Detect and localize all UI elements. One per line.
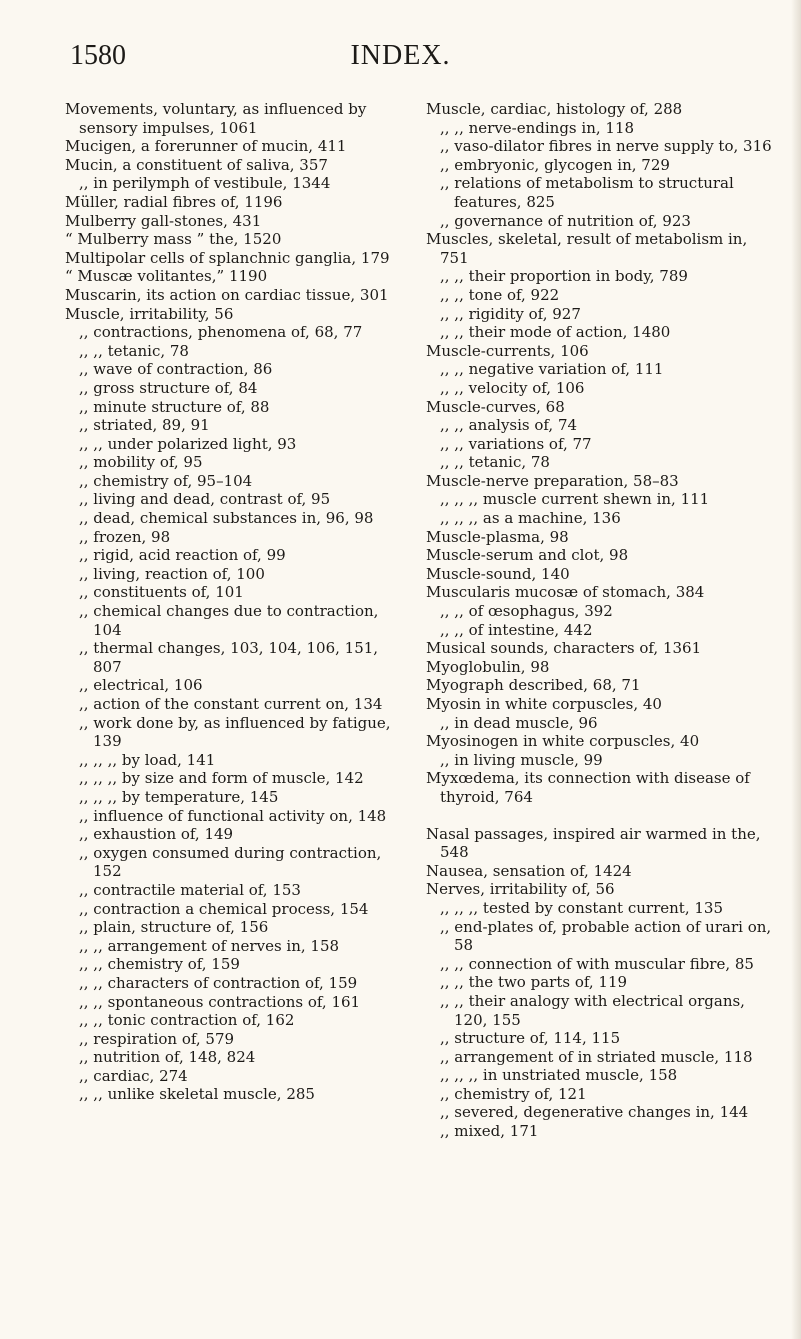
index-entry: ,, respiration of, 579 xyxy=(79,1029,235,1048)
index-entry: ,, ,, chemistry of, 159 xyxy=(79,955,240,974)
index-entry: ,, ,, tonic contraction of, 162 xyxy=(79,1011,295,1030)
index-entry: Musical sounds, characters of, 1361 xyxy=(426,639,702,658)
index-entry: ,, vaso-dilator fibres in nerve supply to, 316 xyxy=(440,137,772,156)
index-entry: ,, ,, spontaneous contractions of, 161 xyxy=(79,992,361,1011)
index-entry: ,, mixed, 171 xyxy=(440,1122,539,1141)
page-number: 1580 xyxy=(70,40,126,71)
index-entry: ,, embryonic, glycogen in, 729 xyxy=(440,155,670,174)
index-entry: ,, oxygen consumed during contraction, 152 xyxy=(79,843,382,881)
index-entry: ,, governance of nutrition of, 923 xyxy=(440,211,691,230)
index-entry: ,, chemistry of, 95–104 xyxy=(79,471,253,490)
index-entry: ,, ,, negative variation of, 111 xyxy=(440,360,664,379)
index-entry: ,, chemical changes due to contraction, 104 xyxy=(79,602,379,639)
index-entry: Myograph described, 68, 71 xyxy=(426,676,641,695)
index-entry: ,, ,, ,, tested by constant current, 135 xyxy=(440,898,723,917)
index-entry: ,, ,, of œsophagus, 392 xyxy=(440,602,613,621)
index-entry: ,, ,, connection of with muscular fibre, 85 xyxy=(440,954,754,973)
index-entry: ,, ,, their proportion in body, 789 xyxy=(440,267,688,286)
index-entry: Muscles, skeletal, result of metabolism in, 751 xyxy=(426,230,748,267)
index-entry: Myosin in white corpuscles, 40 xyxy=(426,695,662,713)
index-entry: ,, thermal changes, 103, 104, 106, 151, 807 xyxy=(79,639,379,676)
index-entry: ,, ,, nerve-endings in, 118 xyxy=(440,118,635,137)
index-entry: ,, in dead muscle, 96 xyxy=(440,713,598,732)
running-head-title: INDEX. xyxy=(350,40,451,71)
index-entry: ,, cardiac, 274 xyxy=(79,1066,188,1085)
index-entry: ,, end-plates of, probable action of urari on, 58 xyxy=(440,917,772,955)
index-entry: ,, ,, rigidity of, 927 xyxy=(440,304,581,323)
index-entry: ,, plain, structure of, 156 xyxy=(79,918,269,937)
index-entry: ,, contraction a chemical process, 154 xyxy=(79,899,369,918)
index-entry: Myosinogen in white corpuscles, 40 xyxy=(426,732,700,751)
index-entry: Mucigen, a forerunner of mucin, 411 xyxy=(65,137,347,156)
index-entry: ,, ,, the two parts of, 119 xyxy=(440,973,628,992)
index-entry: ,, ,, of intestine, 442 xyxy=(440,620,593,639)
index-entry: ,, ,, unlike skeletal muscle, 285 xyxy=(79,1085,315,1104)
index-entry: ,, ,, ,, muscle current shewn in, 111 xyxy=(440,490,710,509)
index-entry: ,, rigid, acid reaction of, 99 xyxy=(79,546,286,565)
index-entry: ,, constituents of, 101 xyxy=(79,583,244,602)
index-entry: Mucin, a constituent of saliva, 357 xyxy=(65,155,328,174)
index-entry: ,, relations of metabolism to structural features, 825 xyxy=(440,174,734,211)
index-entry: ,, ,, characters of contraction of, 159 xyxy=(79,973,358,992)
index-entry: ,, ,, tone of, 922 xyxy=(440,285,560,304)
index-entry: ,, electrical, 106 xyxy=(79,676,203,695)
index-entry: Muscarin, its action on cardiac tissue, 301 xyxy=(65,285,389,304)
index-entry: Muscularis mucosæ of stomach, 384 xyxy=(426,583,705,602)
index-entry: ,, influence of functional activity on, 148 xyxy=(79,806,387,825)
index-entry: ,, ,, tetanic, 78 xyxy=(79,341,189,360)
index-entry: Nerves, irritability of, 56 xyxy=(426,880,615,899)
index-entry: ,, gross structure of, 84 xyxy=(79,378,258,397)
index-entry: ,, contractions, phenomena of, 68, 77 xyxy=(79,323,363,342)
index-entry: Muscle, irritability, 56 xyxy=(65,304,234,323)
index-entry: Muscle-nerve preparation, 58–83 xyxy=(426,471,679,490)
index-entry: ,, exhaustion of, 149 xyxy=(79,825,234,844)
index-entry: ,, contractile material of, 153 xyxy=(79,880,301,899)
right-index-column xyxy=(426,100,776,1141)
index-entry: Muscle, cardiac, histology of, 288 xyxy=(426,100,683,118)
index-entry: ,, ,, their analogy with electrical organs, 120, 155 xyxy=(440,991,745,1029)
index-entry: ,, striated, 89, 91 xyxy=(79,416,210,435)
index-entry: ,, mobility of, 95 xyxy=(79,453,203,472)
index-entry: ,, action of the constant current on, 134 xyxy=(79,695,383,713)
page-header xyxy=(0,40,801,80)
left-index-column xyxy=(65,100,397,1104)
index-entry: ,, ,, analysis of, 74 xyxy=(440,416,578,435)
index-entry: “ Mulberry mass ” the, 1520 xyxy=(65,230,282,249)
page-edge-shadow xyxy=(791,0,801,1339)
index-entry: ,, ,, variations of, 77 xyxy=(440,434,592,453)
index-entry: ,, in living muscle, 99 xyxy=(440,750,603,769)
index-entry: Multipolar cells of splanchnic ganglia, 179 xyxy=(65,248,390,267)
index-entry: ,, severed, degenerative changes in, 144 xyxy=(440,1103,749,1122)
index-entry: Muscle-sound, 140 xyxy=(426,564,570,583)
index-entry: ,, ,, under polarized light, 93 xyxy=(79,434,297,453)
index-entry: ,, ,, ,, as a machine, 136 xyxy=(440,509,621,528)
index-entry: ,, arrangement of in striated muscle, 118 xyxy=(440,1047,753,1066)
index-entry: ,, ,, ,, by size and form of muscle, 142 xyxy=(79,769,364,788)
index-entry: ,, ,, ,, by load, 141 xyxy=(79,750,216,769)
index-entry: ,, ,, ,, by temperature, 145 xyxy=(79,787,279,806)
index-entry: Movements, voluntary, as influenced by sensory impulses, 1061 xyxy=(65,100,367,137)
index-entry: ,, ,, their mode of action, 1480 xyxy=(440,323,671,342)
index-entry: ,, living and dead, contrast of, 95 xyxy=(79,490,331,509)
index-entry: Mulberry gall-stones, 431 xyxy=(65,211,262,230)
index-entry: ,, work done by, as influenced by fatigue, 139 xyxy=(79,713,391,751)
index-entry: Müller, radial fibres of, 1196 xyxy=(65,192,283,211)
index-entry: ,, minute structure of, 88 xyxy=(79,397,270,416)
index-entry: “ Muscæ volitantes,” 1190 xyxy=(65,267,268,286)
index-entry: Muscle-serum and clot, 98 xyxy=(426,546,629,565)
index-entry: Muscle-currents, 106 xyxy=(426,341,589,360)
index-entry: Muscle-curves, 68 xyxy=(426,397,565,416)
index-entry: ,, ,, ,, in unstriated muscle, 158 xyxy=(440,1066,678,1085)
index-entry: ,, chemistry of, 121 xyxy=(440,1084,587,1103)
index-entry: ,, ,, velocity of, 106 xyxy=(440,378,585,397)
index-entry: ,, frozen, 98 xyxy=(79,527,171,546)
index-entry: ,, ,, arrangement of nerves in, 158 xyxy=(79,936,340,955)
index-entry: Nasal passages, inspired air warmed in the, 548 xyxy=(426,824,761,862)
index-entry: ,, structure of, 114, 115 xyxy=(440,1029,621,1048)
index-entry: ,, living, reaction of, 100 xyxy=(79,564,265,583)
index-entry: ,, ,, tetanic, 78 xyxy=(440,453,550,472)
index-entry: ,, in perilymph of vestibule, 1344 xyxy=(79,174,331,193)
index-entry: Myxœdema, its connection with disease of thyroid, 764 xyxy=(426,769,750,806)
index-entry: ,, nutrition of, 148, 824 xyxy=(79,1048,256,1067)
index-entry: ,, dead, chemical substances in, 96, 98 xyxy=(79,509,374,528)
index-entry: ,, wave of contraction, 86 xyxy=(79,360,273,379)
index-entry: Muscle-plasma, 98 xyxy=(426,527,569,546)
index-entry: Nausea, sensation of, 1424 xyxy=(426,861,632,880)
index-entry: Myoglobulin, 98 xyxy=(426,657,550,676)
